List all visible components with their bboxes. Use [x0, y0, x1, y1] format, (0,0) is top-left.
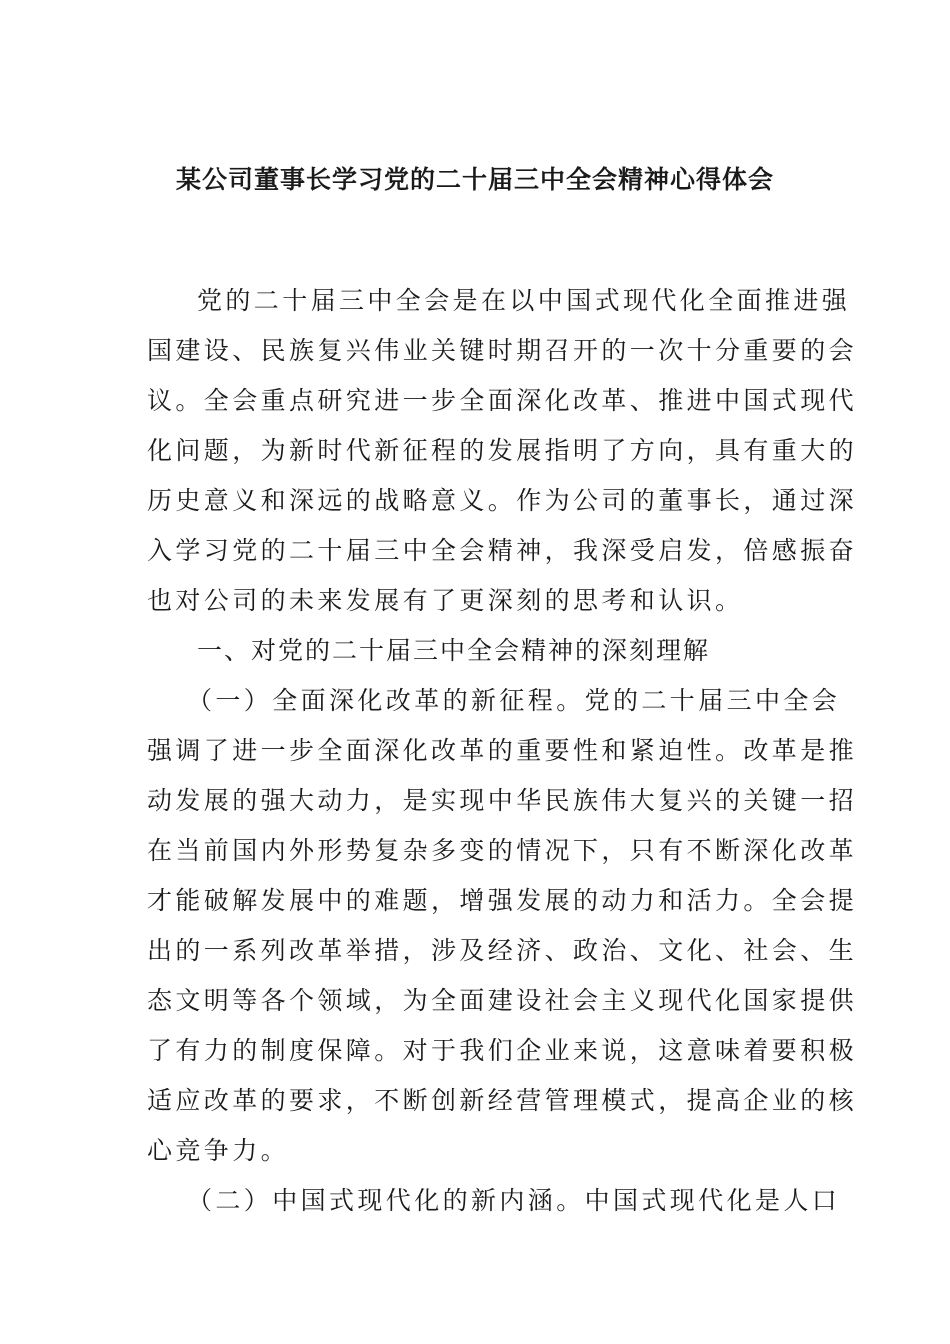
paragraph-line: 入学习党的二十届三中全会精神，我深受启发，倍感振奋: [147, 536, 858, 565]
paragraph-line: 历史意义和深远的战略意义。作为公司的董事长，通过深: [147, 486, 858, 515]
paragraph-line: 议。全会重点研究进一步全面深化改革、推进中国式现代: [147, 386, 858, 415]
paragraph-line: 心竞争力。: [147, 1136, 290, 1165]
paragraph-line: 也对公司的未来发展有了更深刻的思考和认识。: [147, 586, 744, 615]
paragraph-line: 动发展的强大动力，是实现中华民族伟大复兴的关键一招: [147, 786, 858, 815]
section-heading: 一、对党的二十届三中全会精神的深刻理解: [197, 636, 711, 665]
paragraph-line: 了有力的制度保障。对于我们企业来说，这意味着要积极: [147, 1036, 858, 1065]
document-body: [147, 276, 858, 1226]
paragraph-line: 适应改革的要求，不断创新经营管理模式，提高企业的核: [147, 1086, 858, 1115]
paragraph-line: 化问题，为新时代新征程的发展指明了方向，具有重大的: [147, 436, 858, 465]
paragraph-line: 出的一系列改革举措，涉及经济、政治、文化、社会、生: [147, 936, 858, 965]
paragraph-line: 党的二十届三中全会是在以中国式现代化全面推进强: [197, 286, 851, 315]
document-title: 某公司董事长学习党的二十届三中全会精神心得体会: [175, 165, 774, 194]
paragraph-line: 态文明等各个领域，为全面建设社会主义现代化国家提供: [147, 986, 858, 1015]
paragraph-line: 强调了进一步全面深化改革的重要性和紧迫性。改革是推: [147, 736, 858, 765]
paragraph-line: （一）全面深化改革的新征程。党的二十届三中全会: [187, 686, 841, 715]
paragraph-line: 才能破解发展中的难题，增强发展的动力和活力。全会提: [147, 886, 858, 915]
paragraph-line: 国建设、民族复兴伟业关键时期召开的一次十分重要的会: [147, 336, 858, 365]
paragraph-line: （二）中国式现代化的新内涵。中国式现代化是人口: [187, 1186, 841, 1215]
paragraph-line: 在当前国内外形势复杂多变的情况下，只有不断深化改革: [147, 836, 858, 865]
